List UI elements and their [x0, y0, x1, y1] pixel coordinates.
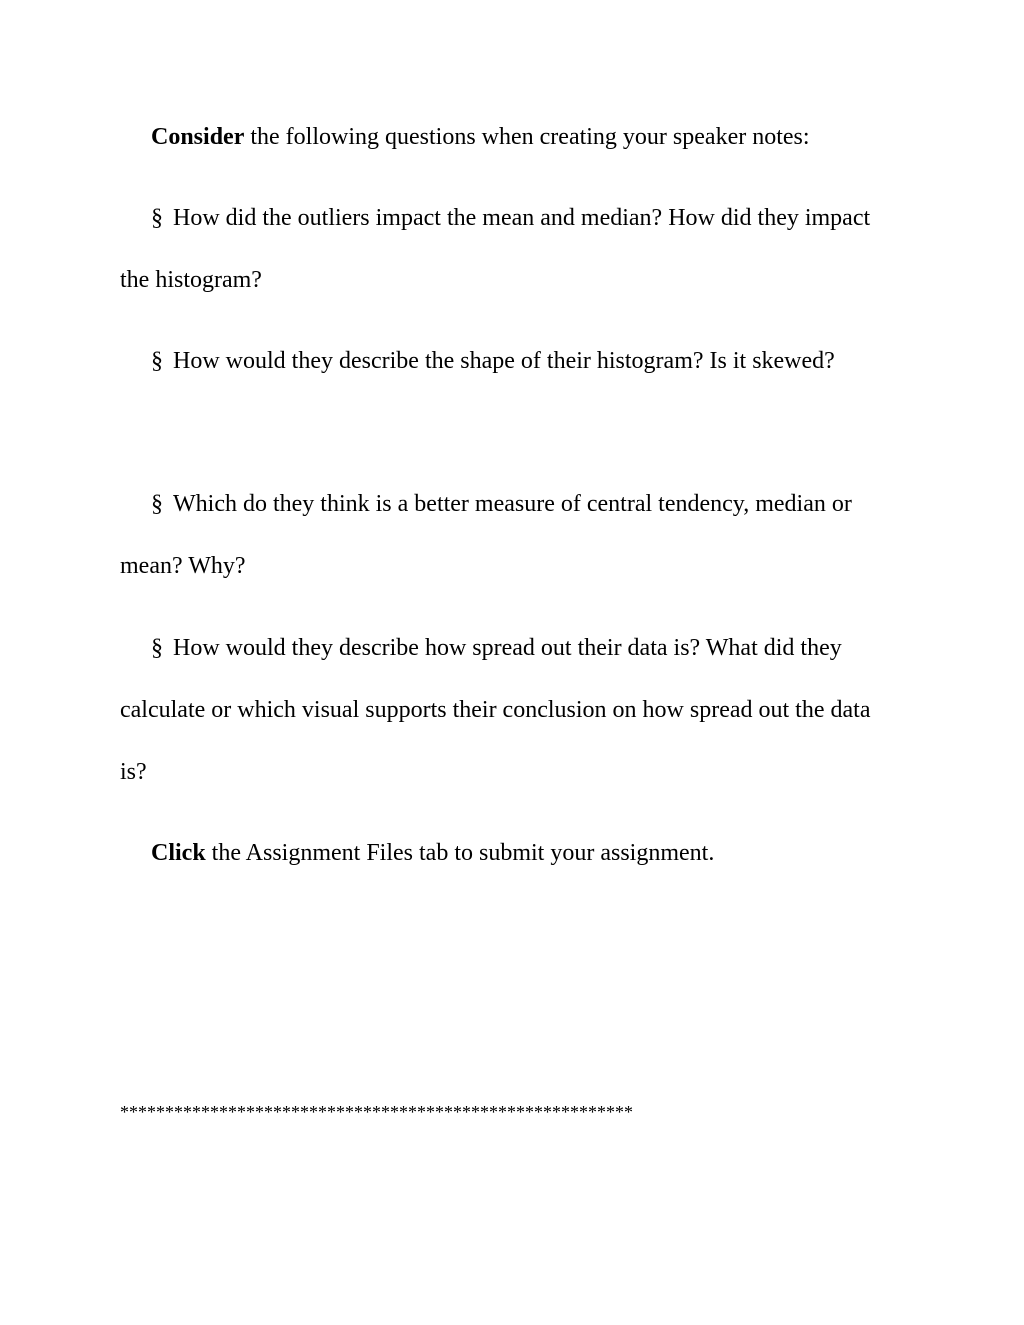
question-item	[120, 617, 900, 803]
intro-bold-word: Consider	[151, 124, 245, 150]
question-text: How would they describe the shape of their histogram? Is it skewed?	[173, 348, 835, 374]
section-sign-bullet-icon: §	[151, 635, 163, 661]
question-item	[120, 330, 900, 392]
closing-paragraph	[120, 822, 900, 884]
closing-text: the Assignment Files tab to submit your assignment.	[205, 840, 715, 866]
question-item	[120, 187, 900, 311]
question-text: Which do they think is a better measure of central tendency, median or mean? Why?	[120, 491, 852, 579]
closing-bold-word: Click	[151, 840, 206, 866]
section-sign-bullet-icon: §	[151, 348, 163, 374]
intro-paragraph	[120, 106, 900, 168]
section-sign-bullet-icon: §	[151, 491, 163, 517]
question-item	[120, 473, 900, 597]
question-text: How would they describe how spread out their data is? What did they calculate or which visual supports their conclusion on how spread out the data is?	[120, 635, 871, 785]
section-sign-bullet-icon: §	[151, 205, 163, 231]
question-text: How did the outliers impact the mean and median? How did they impact the histogram?	[120, 205, 871, 293]
asterisk-separator: *********************************************************	[120, 1102, 633, 1122]
intro-text: the following questions when creating your speaker notes:	[244, 124, 810, 150]
